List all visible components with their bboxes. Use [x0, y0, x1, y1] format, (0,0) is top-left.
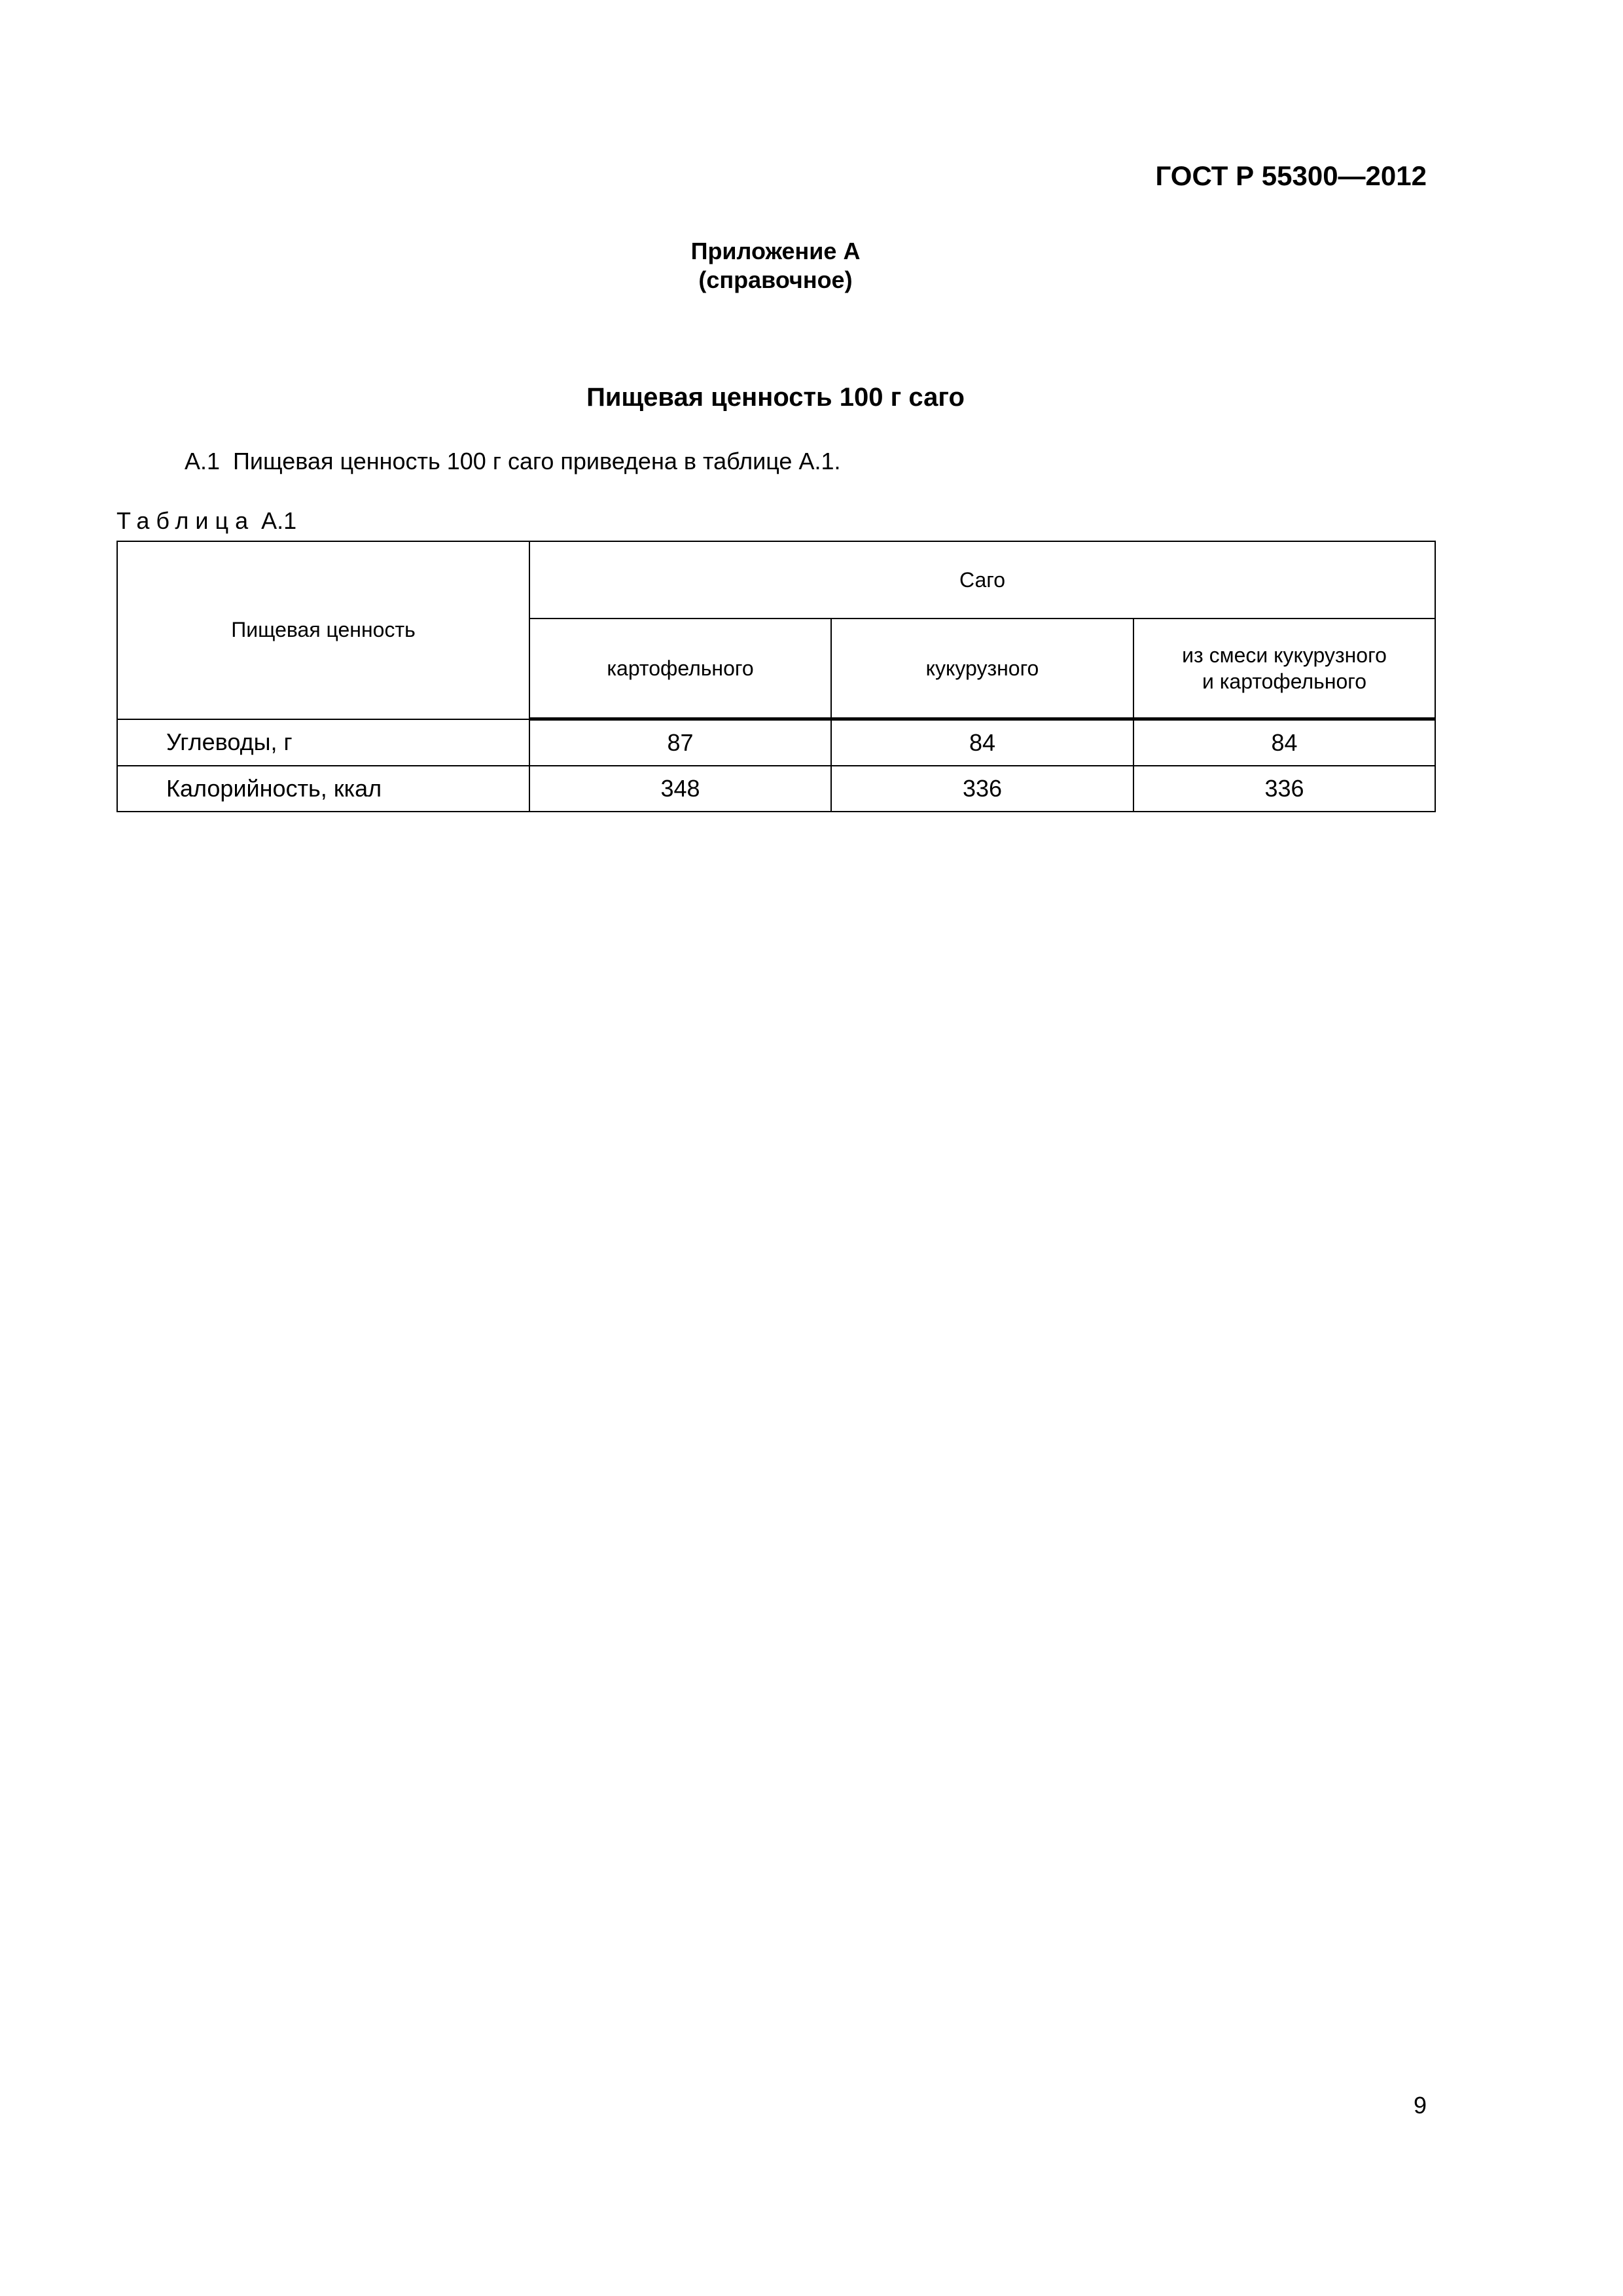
table-caption-number: А.1: [261, 507, 297, 534]
appendix-heading: [0, 237, 1571, 295]
nutrition-table: [116, 541, 1436, 812]
appendix-subtitle: (справочное): [698, 266, 853, 293]
section-title-text: Пищевая ценность 100 г саго: [586, 383, 965, 412]
table-caption-word: Таблица: [116, 507, 255, 534]
document-number: ГОСТ Р 55300—2012: [1155, 160, 1427, 191]
appendix-title: Приложение А: [690, 238, 861, 264]
column-header: картофельного: [529, 619, 831, 719]
table-cell: 336: [831, 766, 1133, 812]
row-header-cell: Пищевая ценность: [117, 541, 529, 719]
column-header: кукурузного: [831, 619, 1133, 719]
group-header-cell: Саго: [529, 541, 1435, 619]
table-cell: 87: [529, 719, 831, 766]
row-label: Калорийность, ккал: [117, 766, 529, 812]
table-cell: 348: [529, 766, 831, 812]
page-number: 9: [1413, 2092, 1427, 2119]
table-caption: [116, 507, 296, 535]
table-cell: 336: [1133, 766, 1435, 812]
column-header: из смеси кукурузного и картофельного: [1133, 619, 1435, 719]
table-header-row: [117, 541, 1435, 619]
table-cell: 84: [831, 719, 1133, 766]
table-row: [117, 766, 1435, 812]
section-title: [0, 383, 1571, 412]
intro-paragraph: А.1 Пищевая ценность 100 г саго приведена в таблице А.1.: [185, 448, 841, 475]
table-row: [117, 719, 1435, 766]
table-cell: 84: [1133, 719, 1435, 766]
row-label: Углеводы, г: [117, 719, 529, 766]
